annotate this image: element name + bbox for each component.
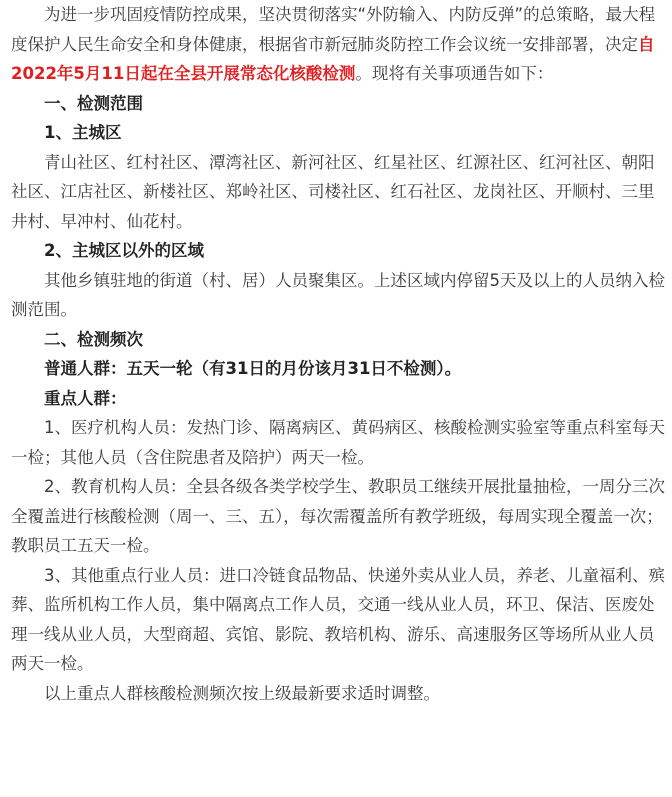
subheading-main-urban: 1、主城区 (44, 123, 122, 142)
key-item-medical: 1、医疗机构人员：发热门诊、隔离病区、黄码病区、核酸检测实验室等重点科室每天一检；其他人员（含住院患者及陪护）两天一检。 (11, 418, 665, 467)
closing-note: 以上重点人群核酸检测频次按上级最新要求适时调整。 (44, 683, 440, 703)
general-population-rule: 普通人群：五天一轮（有31日的月份该月31日不检测）。 (44, 359, 462, 378)
intro-text-end: 。现将有关事项通告如下： (355, 64, 554, 83)
key-item-education: 2、教育机构人员：全县各级各类学校学生、教职员工继续开展批量抽检，一周分三次全覆盖进行核酸检测（周一、三、五），每次需覆盖所有教学班级，每周实现全覆盖一次；教职员工五天一检。 (11, 477, 665, 555)
intro-text-start: 为进一步巩固疫情防控成果，坚决贯彻落实“外防输入、内防反弹”的总策略，最大程度保护人民生命安全和身体健康，根据省市新冠肺炎防控工作会议统一安排部署，决定 (11, 5, 656, 54)
main-urban-communities: 青山社区、红村社区、潭湾社区、新河社区、红星社区、红源社区、红河社区、朝阳社区、江店社区、新楼社区、郑岭社区、司楼社区、红石社区、龙岗社区、开顺村、三里井村、早冲村、仙花村。 (11, 152, 655, 231)
outside-urban-text: 其他乡镇驻地的街道（村、居）人员聚集区。上述区域内停留5天及以上的人员纳入检测范围。 (11, 270, 665, 319)
key-population-heading: 重点人群： (44, 388, 127, 408)
start-date-highlight: 自2022年5月11日起在全县开展常态化核酸检测 (11, 34, 655, 83)
section-heading-frequency: 二、检测频次 (44, 329, 143, 349)
subheading-outside-urban: 2、主城区以外的区域 (44, 241, 204, 260)
key-item-other-industries: 3、其他重点行业人员：进口冷链食品物品、快递外卖从业人员，养老、儿童福利、殡葬、监所机构工作人员，集中隔离点工作人员，交通一线从业人员，环卫、保洁、医废处理一线从业人员，大型商超、宾馆、影院、教培机构、游乐、高速服务区等场所从业人员两天一检。 (11, 565, 665, 673)
section-heading-scope: 一、检测范围 (44, 93, 143, 113)
intro-paragraph (11, 0, 666, 89)
